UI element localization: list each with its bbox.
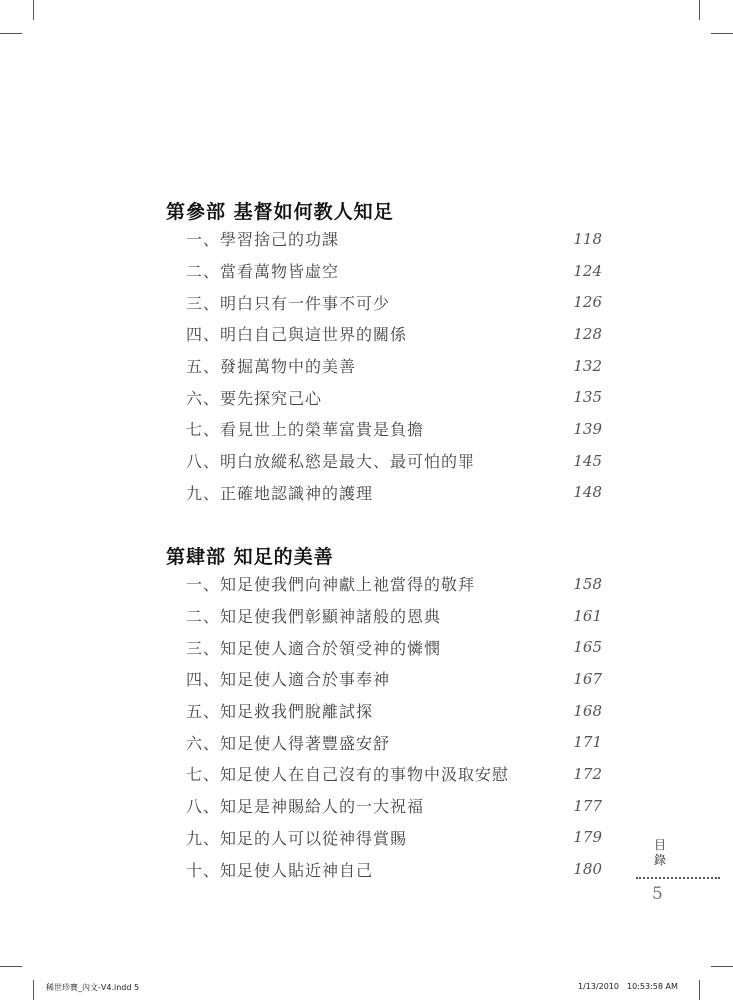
toc-entry-title: 三、明白只有一件事不可少 bbox=[186, 293, 391, 313]
toc-entry-page: 135 bbox=[573, 388, 602, 407]
slug-time: 10:53:58 AM bbox=[627, 982, 678, 991]
crop-mark-top-right-vertical bbox=[699, 0, 700, 20]
toc-entry-page: 172 bbox=[573, 764, 602, 783]
toc-entry bbox=[186, 445, 602, 477]
toc-entry-page: 161 bbox=[573, 606, 602, 625]
toc-entry bbox=[186, 663, 602, 695]
toc-entry bbox=[186, 822, 602, 854]
page-number: 5 bbox=[652, 884, 663, 904]
toc-entry-page: 171 bbox=[573, 733, 602, 752]
toc-entry bbox=[186, 413, 602, 445]
side-label-char-2: 錄 bbox=[653, 853, 666, 867]
part3-heading: 第參部 基督如何教人知足 bbox=[166, 201, 394, 223]
toc-entry bbox=[186, 381, 602, 413]
toc-entry bbox=[186, 350, 602, 382]
toc-entry bbox=[186, 286, 602, 318]
slug-filename: 稀世珍寶_內文-V4.indd 5 bbox=[46, 983, 140, 992]
toc-entry-title: 五、知足救我們脫離試探 bbox=[186, 702, 374, 722]
toc-entry-page: 158 bbox=[573, 574, 602, 593]
crop-mark-top-left-vertical bbox=[33, 0, 34, 20]
toc-entry bbox=[186, 600, 602, 632]
crop-mark-top-right-horizontal bbox=[711, 33, 733, 34]
crop-mark-bottom-right-vertical bbox=[699, 980, 700, 1000]
toc-entry bbox=[186, 255, 602, 287]
part4-heading: 第肆部 知足的美善 bbox=[166, 546, 334, 568]
toc-side-label bbox=[652, 838, 668, 868]
toc-entry-title: 四、明白自己與這世界的關係 bbox=[186, 325, 408, 345]
side-label-char-1: 目 bbox=[653, 838, 666, 852]
toc-entry-page: 118 bbox=[573, 229, 602, 248]
toc-entry bbox=[186, 477, 602, 509]
toc-entry-title: 一、知足使我們向神獻上祂當得的敬拜 bbox=[186, 575, 476, 595]
toc-entry-title: 五、發掘萬物中的美善 bbox=[186, 357, 357, 377]
toc-entry-page: 126 bbox=[573, 293, 602, 312]
dotted-rule bbox=[636, 877, 720, 879]
part3-toc-list bbox=[186, 223, 602, 508]
toc-entry-page: 167 bbox=[573, 669, 602, 688]
toc-entry bbox=[186, 726, 602, 758]
toc-entry bbox=[186, 318, 602, 350]
toc-entry bbox=[186, 631, 602, 663]
toc-entry-title: 六、要先探究己心 bbox=[186, 388, 323, 408]
toc-entry-page: 145 bbox=[573, 451, 602, 470]
toc-entry-title: 八、知足是神賜給人的一大祝福 bbox=[186, 797, 425, 817]
toc-entry-page: 128 bbox=[573, 324, 602, 343]
crop-mark-top-left-horizontal bbox=[0, 33, 22, 34]
toc-entry-title: 七、看見世上的榮華富貴是負擔 bbox=[186, 420, 425, 440]
toc-entry-page: 180 bbox=[573, 860, 602, 879]
toc-entry-page: 132 bbox=[573, 356, 602, 375]
toc-entry-title: 四、知足使人適合於事奉神 bbox=[186, 670, 391, 690]
toc-entry-title: 九、正確地認識神的護理 bbox=[186, 483, 374, 503]
toc-entry-page: 124 bbox=[573, 261, 602, 280]
toc-entry-title: 二、當看萬物皆虛空 bbox=[186, 262, 340, 282]
toc-entry bbox=[186, 853, 602, 885]
crop-mark-bottom-left-horizontal bbox=[0, 966, 22, 967]
toc-entry-page: 148 bbox=[573, 483, 602, 502]
toc-entry-title: 二、知足使我們彰顯神諸般的恩典 bbox=[186, 607, 442, 627]
toc-entry bbox=[186, 568, 602, 600]
toc-entry-title: 三、知足使人適合於領受神的憐憫 bbox=[186, 638, 442, 658]
crop-mark-bottom-left-vertical bbox=[33, 980, 34, 1000]
toc-entry-title: 十、知足使人貼近神自己 bbox=[186, 860, 374, 880]
toc-entry bbox=[186, 223, 602, 255]
toc-entry-title: 九、知足的人可以從神得賞賜 bbox=[186, 828, 408, 848]
toc-entry-title: 六、知足使人得著豐盛安舒 bbox=[186, 733, 391, 753]
toc-entry-page: 165 bbox=[573, 638, 602, 657]
toc-entry bbox=[186, 695, 602, 727]
toc-entry-title: 七、知足使人在自己沒有的事物中汲取安慰 bbox=[186, 765, 510, 785]
toc-entry-page: 179 bbox=[573, 828, 602, 847]
toc-entry bbox=[186, 758, 602, 790]
toc-entry-title: 一、學習捨己的功課 bbox=[186, 230, 340, 250]
crop-mark-bottom-right-horizontal bbox=[711, 966, 733, 967]
slug-date: 1/13/2010 bbox=[578, 982, 620, 991]
toc-entry bbox=[186, 790, 602, 822]
part4-toc-list bbox=[186, 568, 602, 885]
toc-entry-page: 139 bbox=[573, 419, 602, 438]
toc-entry-title: 八、明白放縱私慾是最大、最可怕的罪 bbox=[186, 452, 476, 472]
toc-entry-page: 168 bbox=[573, 701, 602, 720]
toc-entry-page: 177 bbox=[573, 796, 602, 815]
